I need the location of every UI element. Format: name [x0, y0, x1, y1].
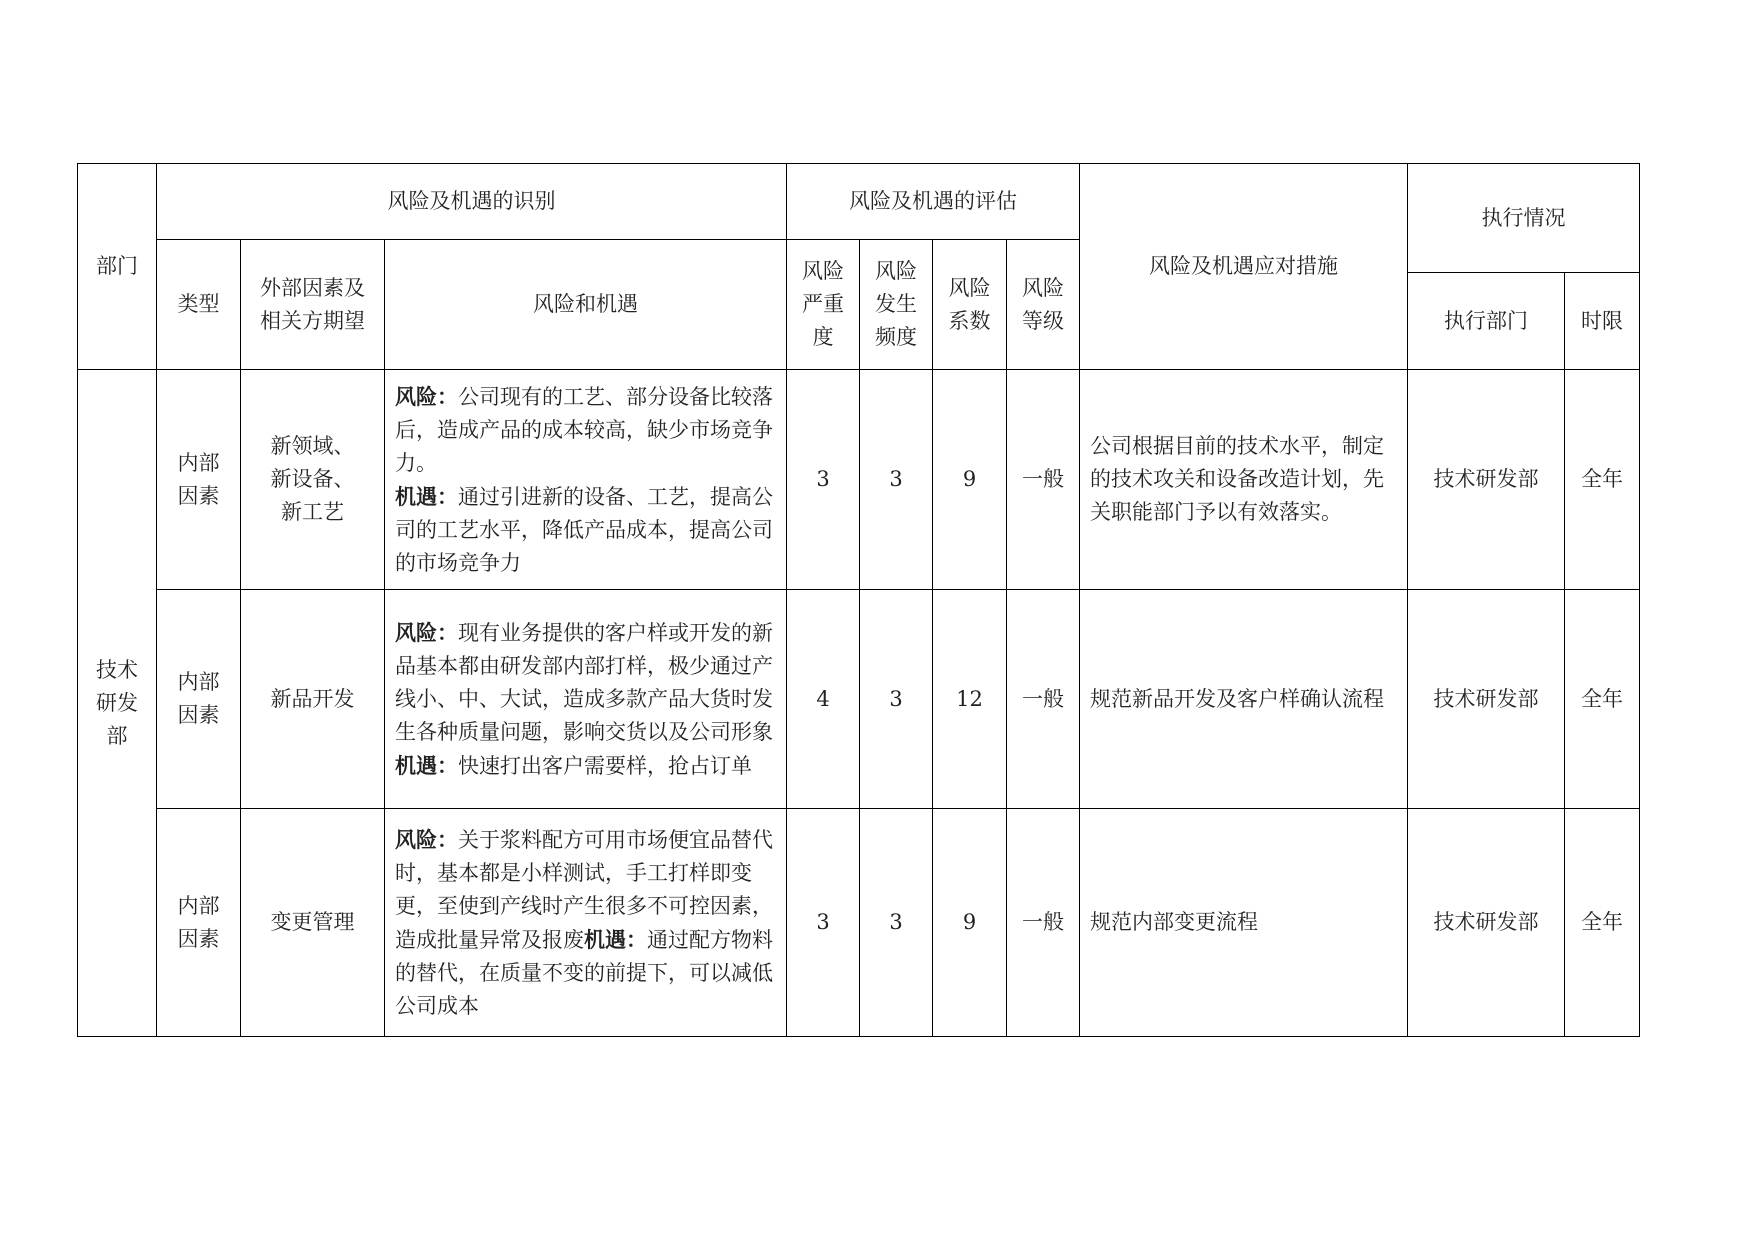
- header-type: 类型: [157, 240, 241, 370]
- exec-dept-value: 技术研发部: [1408, 590, 1565, 809]
- risk-opportunity-table: [77, 163, 1640, 1037]
- coefficient-value: 9: [933, 370, 1007, 590]
- risk-text: 现有业务提供的客户样或开发的新品基本都由研发部内部打样，极少通过产线小、中、大试，造成多款产品大货时发生各种质量问题，影响交货以及公司形象: [395, 620, 773, 744]
- type-cell: 内部因素: [157, 809, 241, 1037]
- level-value: 一般: [1007, 809, 1080, 1037]
- risk-label: 风险：: [395, 619, 458, 645]
- risk-opportunity-cell: [385, 590, 787, 809]
- opportunity-text: 快速打出客户需要样，抢占订单: [458, 753, 752, 778]
- coefficient-value: 12: [933, 590, 1007, 809]
- risk-text: 关于浆料配方可用市场便宜品替代时，基本都是小样测试，手工打样即变更，至使到产线时产生很多不可控因素，造成批量异常及报废: [395, 827, 773, 952]
- header-severity: 风险严重度: [787, 240, 860, 370]
- coefficient-value: 9: [933, 809, 1007, 1037]
- header-coefficient: 风险系数: [933, 240, 1007, 370]
- measure-cell: 公司根据目前的技术水平，制定的技术攻关和设备改造计划，先关职能部门予以有效落实。: [1080, 370, 1408, 590]
- opportunity-label: 机遇：: [395, 752, 458, 778]
- deadline-value: 全年: [1565, 809, 1640, 1037]
- level-value: 一般: [1007, 370, 1080, 590]
- header-execution: 执行情况: [1408, 164, 1640, 273]
- risk-label: 风险：: [395, 383, 458, 409]
- risk-label: 风险：: [395, 826, 458, 852]
- header-external-factors: 外部因素及相关方期望: [241, 240, 385, 370]
- deadline-value: 全年: [1565, 590, 1640, 809]
- header-level: 风险等级: [1007, 240, 1080, 370]
- header-frequency: 风险发生频度: [860, 240, 933, 370]
- risk-opportunity-cell: [385, 370, 787, 590]
- risk-text: 公司现有的工艺、部分设备比较落后，造成产品的成本较高，缺少市场竞争力。: [395, 384, 773, 475]
- frequency-value: 3: [860, 809, 933, 1037]
- frequency-value: 3: [860, 370, 933, 590]
- measure-cell: 规范新品开发及客户样确认流程: [1080, 590, 1408, 809]
- factor-cell: 变更管理: [241, 809, 385, 1037]
- exec-dept-value: 技术研发部: [1408, 370, 1565, 590]
- exec-dept-value: 技术研发部: [1408, 809, 1565, 1037]
- opportunity-text: 通过引进新的设备、工艺，提高公司的工艺水平，降低产品成本，提高公司的市场竞争力: [395, 484, 773, 575]
- department-cell: 技术研发部: [78, 370, 157, 1037]
- severity-value: 3: [787, 370, 860, 590]
- severity-value: 4: [787, 590, 860, 809]
- header-dept: 部门: [78, 164, 157, 370]
- level-value: 一般: [1007, 590, 1080, 809]
- header-deadline: 时限: [1565, 273, 1640, 370]
- header-exec-dept: 执行部门: [1408, 273, 1565, 370]
- table-row: [78, 809, 1640, 1037]
- frequency-value: 3: [860, 590, 933, 809]
- measure-cell: 规范内部变更流程: [1080, 809, 1408, 1037]
- opportunity-label: 机遇：: [395, 483, 458, 509]
- type-cell: 内部因素: [157, 370, 241, 590]
- table-row: [78, 370, 1640, 590]
- type-cell: 内部因素: [157, 590, 241, 809]
- opportunity-label: 机遇：: [584, 926, 647, 952]
- header-measures: 风险及机遇应对措施: [1080, 164, 1408, 370]
- factor-cell: 新领域、新设备、新工艺: [241, 370, 385, 590]
- header-evaluation: 风险及机遇的评估: [787, 164, 1080, 240]
- header-identification: 风险及机遇的识别: [157, 164, 787, 240]
- risk-opportunity-cell: [385, 809, 787, 1037]
- deadline-value: 全年: [1565, 370, 1640, 590]
- opportunity-text: 通过配方物料的替代，在质量不变的前提下，可以减低公司成本: [395, 927, 773, 1018]
- severity-value: 3: [787, 809, 860, 1037]
- factor-cell: 新品开发: [241, 590, 385, 809]
- header-risk-opportunity: 风险和机遇: [385, 240, 787, 370]
- table-row: [78, 590, 1640, 809]
